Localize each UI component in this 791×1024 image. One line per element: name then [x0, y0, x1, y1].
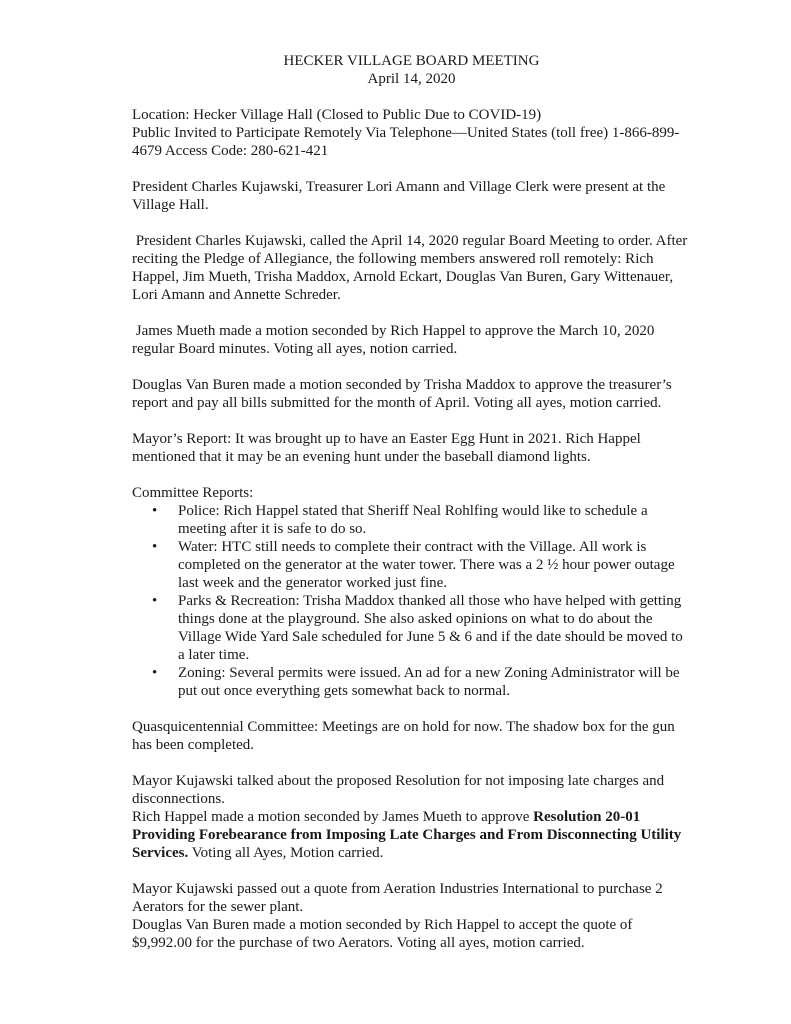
treasurer-motion-paragraph: Douglas Van Buren made a motion seconded by Trisha Maddox to approve the treasurer’s report and pay all bills submitted for the month of April. Voting all ayes, motion carried.: [132, 377, 672, 411]
mayor-report-paragraph: Mayor’s Report: It was brought up to have an Easter Egg Hunt in 2021. Rich Happel mentioned that it may be an evening hunt under the baseball diamond lights.: [132, 431, 641, 465]
minutes-motion-text: James Mueth made a motion seconded by Rich Happel to approve the March 10, 2020 regular Board minutes. Voting all ayes, notion carried.: [132, 323, 655, 357]
document-title: HECKER VILLAGE BOARD MEETING: [283, 53, 540, 69]
aerator-motion: Douglas Van Buren made a motion seconded by Rich Happel to accept the quote of $9,992.00 for the purchase of two Aerators. Voting all ayes, motion carried.: [132, 917, 633, 951]
minutes-motion-paragraph: [132, 322, 691, 358]
resolution-motion-pre: Rich Happel made a motion seconded by James Mueth to approve: [132, 809, 534, 825]
aerator-intro: Mayor Kujawski passed out a quote from Aeration Industries International to purchase 2 Aerators for the sewer plant.: [132, 881, 663, 915]
committee-item-parks: • Parks & Recreation: Trisha Maddox thanked all those who have helped with getting things done at the playground. She also asked opinions on what to do about the Village Wide Yard Sale scheduled for June 5 & 6 and if the date should be moved to a later time.: [178, 592, 691, 664]
quasquicentennial-paragraph: Quasquicentennial Committee: Meetings are on hold for now. The shadow box for the gun has been completed.: [132, 719, 675, 753]
resolution-name: Resolution 20-01 Providing Forebearance from Imposing Late Charges and From Disconnecting Utility Services.: [132, 809, 682, 861]
committee-item-water: • Water: HTC still needs to complete their contract with the Village. All work is completed on the generator at the water tower. There was a 2 ½ hour power outage last week and the generator worked just fine.: [178, 538, 691, 592]
resolution-intro: Mayor Kujawski talked about the proposed Resolution for not imposing late charges and disconnections.: [132, 773, 665, 807]
resolution-motion-paragraph: [132, 808, 691, 862]
call-to-order-text: President Charles Kujawski, called the April 14, 2020 regular Board Meeting to order. After reciting the Pledge of Allegiance, the following members answered roll remotely: Rich Happel, Jim Mueth, Trisha Maddox, Arnold Eckart, Douglas Van Buren, Gary Wittenauer, Lori Amann and Annette Schreder.: [132, 233, 688, 303]
committee-item-police: • Police: Rich Happel stated that Sheriff Neal Rohlfing would like to schedule a meeting after it is safe to do so.: [178, 502, 691, 538]
resolution-motion-post: Voting all Ayes, Motion carried.: [188, 845, 384, 861]
committee-list: [132, 502, 691, 700]
title-block: [132, 52, 691, 88]
call-to-order-paragraph: [132, 232, 691, 304]
meeting-date: April 14, 2020: [367, 71, 456, 87]
committee-heading: Committee Reports:: [132, 485, 254, 501]
phone-access-line: Public Invited to Participate Remotely Via Telephone—United States (toll free) 1-866-899-4679 Access Code: 280-621-421: [132, 125, 680, 159]
location-line: Location: Hecker Village Hall (Closed to Public Due to COVID-19): [132, 107, 542, 123]
committee-item-zoning: • Zoning: Several permits were issued. An ad for a new Zoning Administrator will be put out once everything gets somewhat back to normal.: [178, 664, 691, 700]
present-paragraph: President Charles Kujawski, Treasurer Lori Amann and Village Clerk were present at the Village Hall.: [132, 179, 666, 213]
